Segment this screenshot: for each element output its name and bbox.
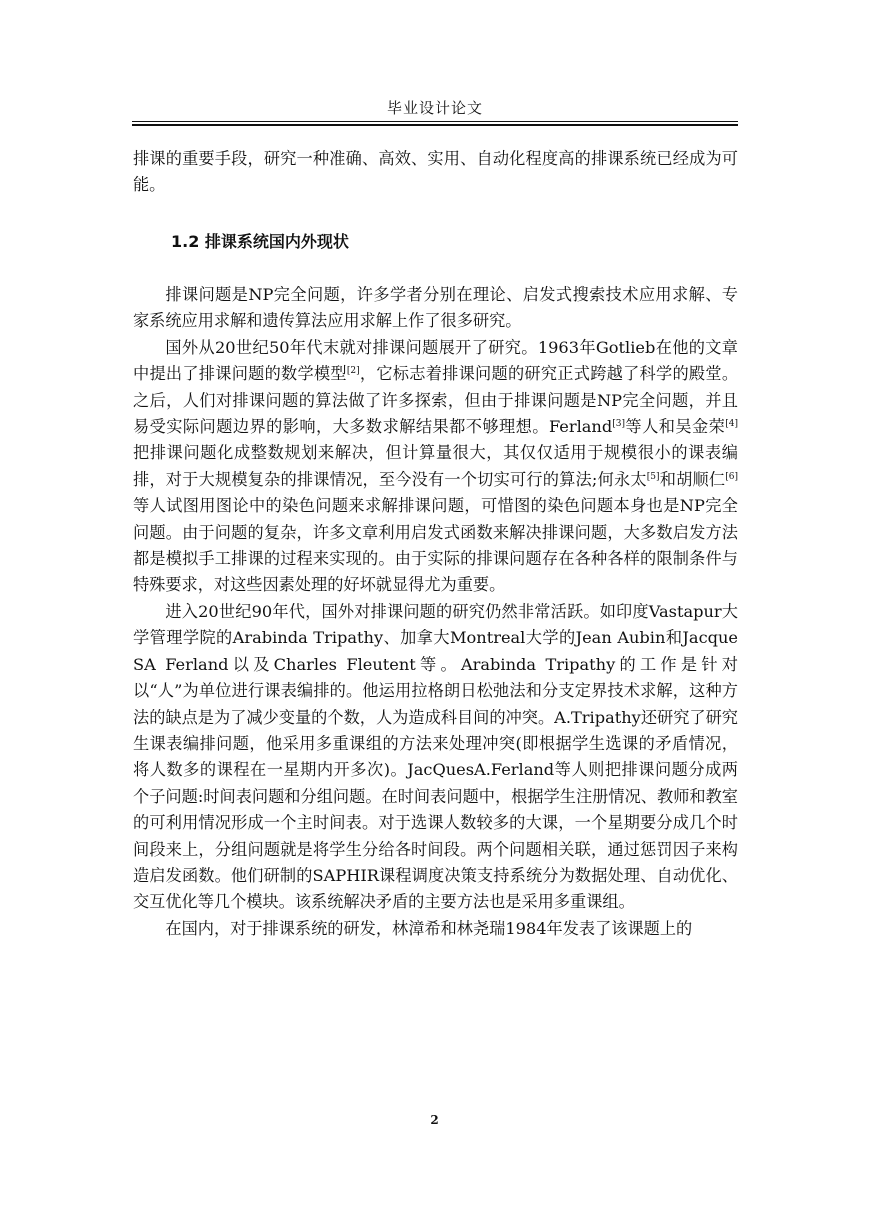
citation-2: [2] (346, 366, 360, 377)
paragraph-2 (133, 335, 738, 599)
citation-4: [4] (725, 419, 739, 430)
intro-paragraph: 排课的重要手段，研究一种准确、高效、实用、自动化程度高的排课系统已经成为可能。 (133, 149, 738, 195)
page-header: 毕业设计论文 (386, 99, 483, 117)
paragraph-1: 排课问题是NP完全问题，许多学者分别在理论、启发式搜索技术应用求解、专家系统应用求解和遗传算法应用求解上作了很多研究。 (133, 285, 738, 331)
page-number: 2 (430, 1113, 439, 1127)
paragraph-2-part-b: ，它标志着排课问题的研究正式跨越了科学的殿堂。之后，人们对排课问题的算法做了许多探索，但由于排课问题是NP完全问题，并且易受实际问题边界的影响，大多数求解结果都不够理想。Ferland (133, 364, 739, 437)
paragraph-2-part-c: 等人和吴金荣 (624, 417, 726, 437)
paragraph-2-part-f: 等人试图用图论中的染色问题来求解排课问题，可惜图的染色问题本身也是NP完全问题。由于问题的复杂，许多文章利用启发式函数来解决排课问题，大多数启发方法都是模拟手工排课的过程来实现的。由于实际的排课问题存在各种各样的限制条件与特殊要求，对这些因素处理的好坏就显得尤为重要。 (133, 496, 738, 595)
citation-3: [3] (612, 419, 625, 430)
paragraph-4: 在国内，对于排课系统的研发，林漳希和林尧瑞1984年发表了该课题上的 (165, 918, 693, 938)
header-rule-thick (132, 124, 738, 126)
paragraph-3: 进入20世纪90年代，国外对排课问题的研究仍然非常活跃。如印度Vastapur大学管理学院的Arabinda Tripathy、加拿大Montreal大学的Jean Aubin和JacqueSA Ferland以及Charles Fleutent等。Arabinda Tripathy的工作是针对以“人”为单位进行课表编排的。他运用拉格朗日松弛法和分支定界技术求解，这种方法的缺点是为了减少变量的个数，人为造成科目间的冲突。A.Tripathy还研究了研究生课表编排问题，他采用多重课组的方法来处理冲突(即根据学生选课的矛盾情况，将人数多的课程在一星期内开多次)。JacQuesA.Ferland等人则把排课问题分成两个子问题:时间表问题和分组问题。在时间表问题中，根据学生注册情况、教师和教室的可利用情况形成一个主时间表。对于选课人数较多的大课，一个星期要分成几个时间段来上，分组问题就是将学生分给各时间段。两个问题相关联，通过惩罚因子来构造启发函数。他们研制的SAPHIR课程调度决策支持系统分为数据处理、自动优化、交互优化等几个模块。该系统解决矛盾的主要方法也是采用多重课组。 (133, 601, 738, 912)
paragraph-2-part-e: 和胡顺仁 (659, 469, 726, 489)
body-text (133, 282, 738, 942)
section-heading: 1.2 排课系统国内外现状 (171, 232, 349, 251)
paragraph-2-part-d: 把排课问题化成整数规划来解决，但计算量很大，其仅仅适用于规模很小的课表编排，对于大规模复杂的排课情况，至今没有一个切实可行的算法;何永太 (133, 443, 738, 489)
citation-5: [5] (646, 471, 660, 482)
header-rule-thin (132, 121, 738, 122)
citation-6: [6] (725, 471, 739, 482)
paragraph-2-part-a: 国外从20世纪50年代末就对排课问题展开了研究。1963年Gotlieb在他的文章中提出了排课问题的数学模型 (133, 337, 738, 384)
